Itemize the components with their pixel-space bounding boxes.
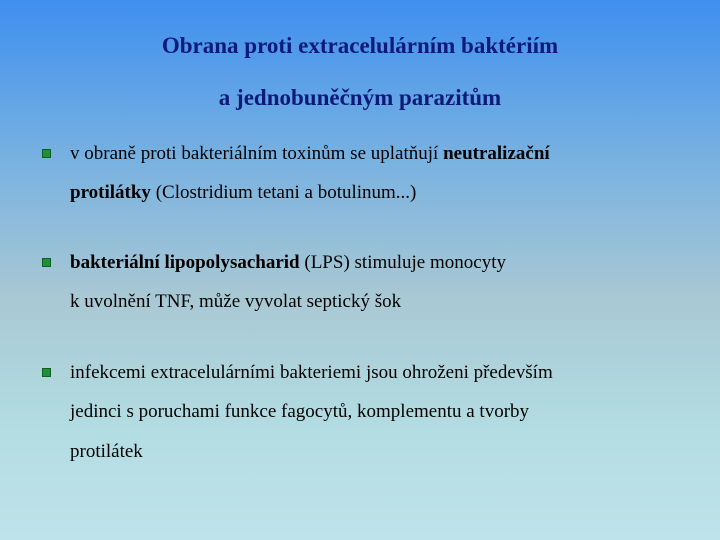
bullet-bold-text: neutralizační — [443, 143, 550, 164]
bullet-text: infekcemi extracelulárními bakteriemi jsou ohroženi především — [70, 362, 553, 383]
bullet-line — [70, 252, 506, 274]
bullet-bold-text: protilátky — [70, 182, 151, 203]
square-bullet-icon — [42, 368, 51, 377]
square-bullet-icon — [42, 258, 51, 267]
slide-title-line-2: a jednobuněčným parazitům — [218, 85, 502, 110]
bullet-text: v obraně proti bakteriálním toxinům se uplatňují — [70, 143, 444, 164]
bullet-bold-text: bakteriální lipopolysacharid — [70, 252, 300, 273]
bullet-line — [70, 401, 529, 423]
bullet-line — [70, 441, 143, 463]
slide-title-line-1: Obrana proti extracelulárním baktériím — [161, 33, 559, 58]
bullet-line — [70, 291, 401, 313]
bullet-text: k uvolnění TNF, může vyvolat septický šok — [70, 291, 402, 312]
square-bullet-icon — [42, 149, 51, 158]
bullet-line — [70, 182, 416, 204]
bullet-text: protilátek — [70, 441, 143, 462]
bullet-line — [70, 362, 553, 384]
bullet-line — [70, 143, 550, 165]
bullet-text: (Clostridium tetani a botulinum...) — [150, 182, 417, 203]
bullet-text: (LPS) stimuluje monocyty — [299, 252, 506, 273]
bullet-text: jedinci s poruchami funkce fagocytů, komplementu a tvorby — [70, 401, 530, 422]
